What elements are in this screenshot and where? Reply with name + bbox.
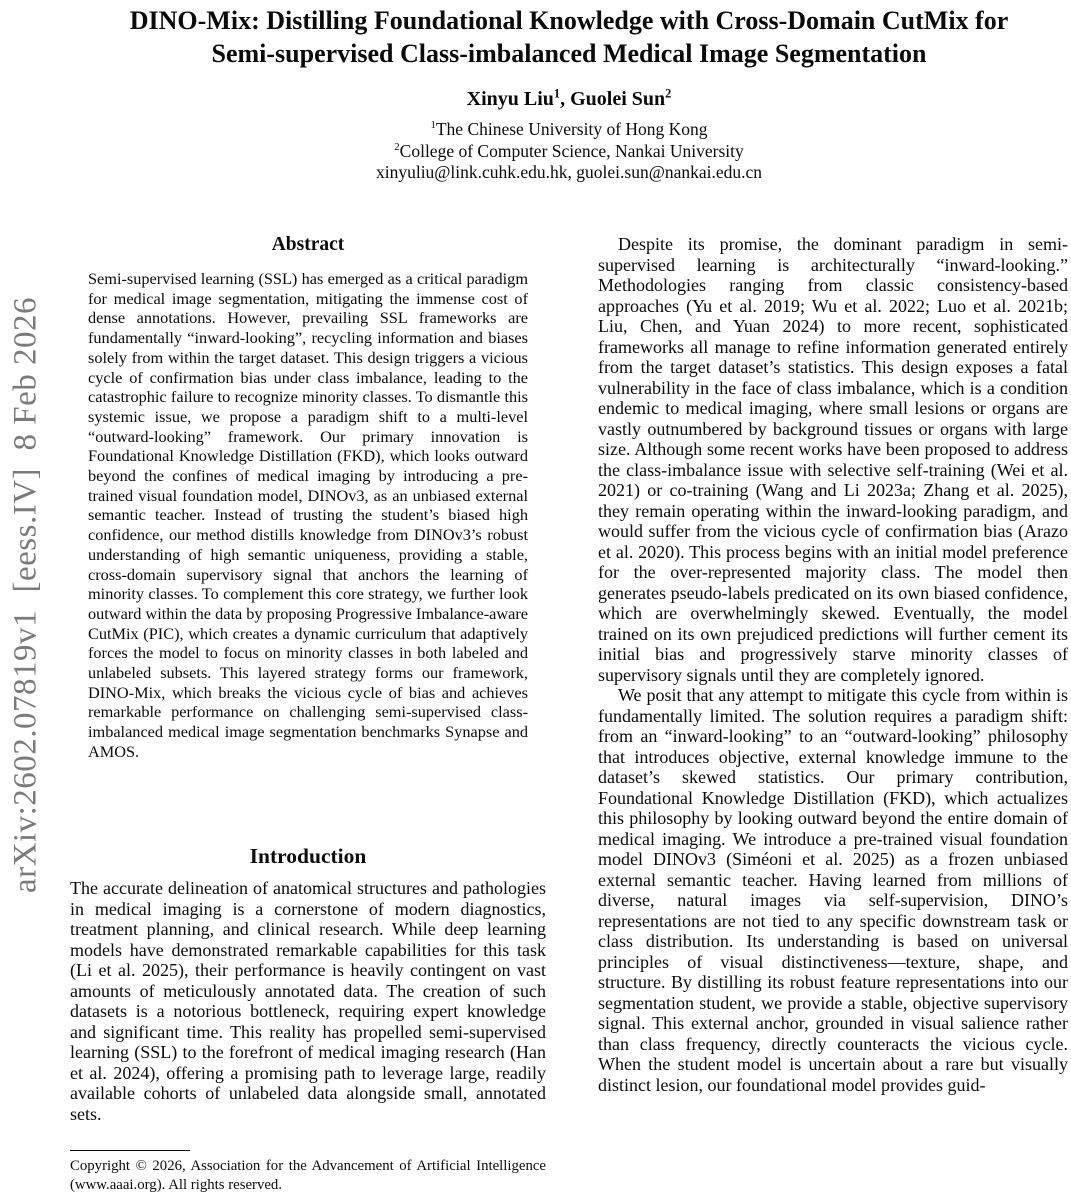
affiliations-block xyxy=(70,119,1068,184)
paper-header xyxy=(70,4,1068,184)
paper-title xyxy=(70,4,1068,70)
affiliation-1-text: The Chinese University of Hong Kong xyxy=(435,119,708,139)
right-column-paragraph-1: Despite its promise, the dominant paradigm in semi-supervised learning is architecturally “inward-looking.” Methodologies ranging from classic consistency-based approaches (Yu et al. 2019; Wu et al. 2022; Luo et al. 2021b; Liu, Chen, and Yuan 2024) to more recent, sophisticated frameworks all manage to refine information generated entirely from the target dataset’s statistics. This design exposes a fatal vulnerability in the face of class imbalance, which is a condition endemic to medical imaging, where small lesions or organs are vastly outnumbered by background tissues or organs with large size. Although some recent works have been proposed to address the class-imbalance issue with selective self-training (Wei et al. 2021) or co-training (Wang and Li 2023a; Zhang et al. 2025), they remain operating within the inward-looking paradigm, and would suffer from the vicious cycle of confirmation bias (Arazo et al. 2020). This process begins with an initial model preference for the over-represented majority class. The model then generates pseudo-labels predicated on its own biased confidence, which are overwhelmingly skewed. Eventually, the model trained on its own prejudiced predictions will further cement its initial bias and progressively starve minority classes of supervisory signals until they are completely ignored. xyxy=(598,234,1068,685)
affiliation-1-mark: 1 xyxy=(430,119,436,132)
footnote-rule xyxy=(70,1150,190,1151)
copyright-footnote xyxy=(70,1150,546,1196)
paper-title-line2: Semi-supervised Class-imbalanced Medical Image Segmentation xyxy=(211,39,927,68)
right-column xyxy=(598,234,1068,1200)
author-2-affiliation-mark: 2 xyxy=(665,86,672,101)
author-emails: xinyuliu@link.cuhk.edu.hk, guolei.sun@nankai.edu.cn xyxy=(375,162,763,182)
authors-separator: , xyxy=(560,88,571,110)
abstract-body: Semi-supervised learning (SSL) has emerged as a critical paradigm for medical image segmentation, mitigating the immense cost of dense annotations. However, prevailing SSL frameworks are fundamentally “inward-looking”, recycling information and biases solely from within the target dataset. This design triggers a vicious cycle of confirmation bias under class imbalance, leading to the catastrophic failure to recognize minority classes. To dismantle this systemic issue, we propose a paradigm shift to a multi-level “outward-looking” framework. Our primary innovation is Foundational Knowledge Distillation (FKD), which looks outward beyond the confines of medical imaging by introducing a pre-trained visual foundation model, DINOv3, as an unbiased external semantic teacher. Instead of trusting the student’s biased high confidence, our method distills knowledge from DINOv3’s robust understanding of high semantic uniqueness, providing a stable, cross-domain supervisory signal that anchors the learning of minority classes. To complement this core strategy, we further look outward within the data by proposing Progressive Imbalance-aware CutMix (PIC), which creates a dynamic curriculum that adaptively forces the model to focus on minority classes in both labeled and unlabeled subsets. This layered strategy forms our framework, DINO-Mix, which breaks the vicious cycle of bias and achieves remarkable performance on challenging semi-supervised class-imbalanced medical image segmentation benchmarks Synapse and AMOS. xyxy=(88,269,528,761)
affiliation-2 xyxy=(70,141,1068,163)
arxiv-watermark: arXiv:2602.07819v1 [eess.IV] 8 Feb 2026 xyxy=(7,296,44,894)
abstract-section xyxy=(70,233,546,762)
author-1-affiliation-mark: 1 xyxy=(553,86,561,101)
affiliation-2-mark: 2 xyxy=(394,140,400,153)
affiliation-2-text: College of Computer Science, Nankai University xyxy=(399,140,744,161)
author-2-name: Guolei Sun xyxy=(570,88,666,110)
affiliation-1 xyxy=(70,119,1068,141)
introduction-paragraph: The accurate delineation of anatomical structures and pathologies in medical imaging is a cornerstone of modern diagnostics, treatment planning, and clinical research. While deep learning models have demonstrated remarkable capabilities for this task (Li et al. 2025), their performance is heavily contingent on vast amounts of meticulously annotated data. The creation of such datasets is a notorious bottleneck, requiring expert knowledge and significant time. This reality has propelled semi-supervised learning (SSL) to the forefront of medical imaging research (Han et al. 2024), offering a promising path to leverage large, readily available cohorts of unlabeled data alongside small, annotated sets. xyxy=(70,878,546,1124)
abstract-heading: Abstract xyxy=(271,234,345,255)
author-1-name: Xinyu Liu xyxy=(466,88,554,110)
right-column-paragraph-2: We posit that any attempt to mitigate this cycle from within is fundamentally limited. The solution requires a paradigm shift: from an “inward-looking” to an “outward-looking” philosophy that introduces objective, external knowledge immune to the dataset’s skewed statistics. Our primary contribution, Foundational Knowledge Distillation (FKD), which actualizes this philosophy by looking outward beyond the entire domain of medical imaging. We introduce a pre-trained visual foundation model DINOv3 (Siméoni et al. 2025) as a frozen unbiased external semantic teacher. Having learned from millions of diverse, natural images via self-supervision, DINO’s representations are not tied to any specific downstream task or class distribution. Its understanding is based on universal principles of visual distinctiveness—texture, shape, and structure. By distilling its robust feature representations into our segmentation student, we provide a stable, objective supervisory signal. This external anchor, grounded in visual salience rather than class frequency, directly counteracts the vicious cycle. When the student model is uncertain about a rare but visually distinct lesion, our foundational model provides guid- xyxy=(598,685,1068,1095)
authors-line xyxy=(70,87,1068,112)
introduction-section xyxy=(70,843,546,1124)
footnote-text: Copyright © 2026, Association for the Advancement of Artificial Intelligence (www.aaai.org). All rights reserved. xyxy=(70,1158,546,1194)
introduction-heading: Introduction xyxy=(249,844,367,868)
paper-title-line1: DINO-Mix: Distilling Foundational Knowledge with Cross-Domain CutMix for xyxy=(129,6,1009,35)
